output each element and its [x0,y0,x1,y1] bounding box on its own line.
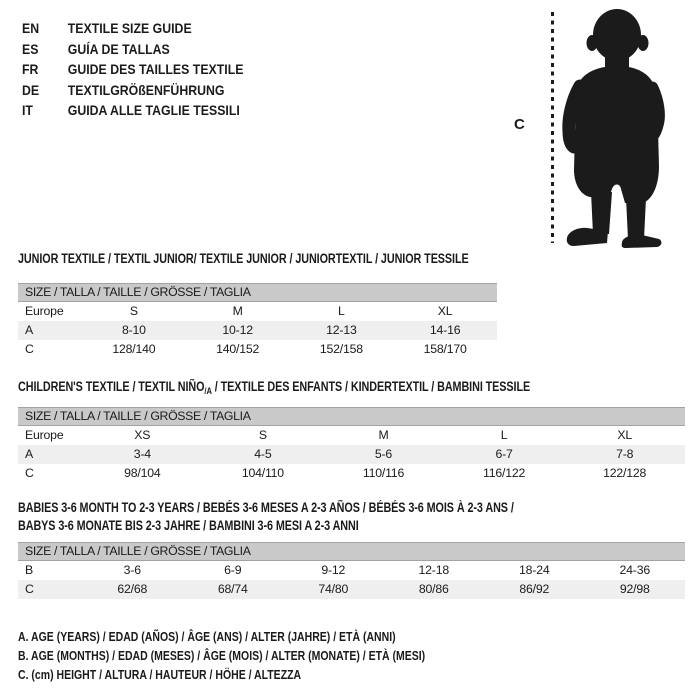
size-cell: 24-36 [619,563,650,577]
table-section-babies-textile [18,499,685,601]
row-label: Europe [25,428,64,442]
size-header-bar: SIZE / TALLA / TAILLE / GRÖSSE / TAGLIA [18,407,685,426]
table-row [18,340,497,359]
size-cell: XL [617,428,632,442]
size-cell: 9-12 [321,563,346,577]
size-cell: 128/140 [112,342,156,356]
size-cell: 122/128 [603,466,647,480]
language-code: EN [22,20,40,36]
height-measure-line [551,12,554,243]
size-cell: L [500,428,508,442]
size-cell: M [378,428,389,442]
table-title [18,517,552,535]
row-label: C [25,342,34,356]
size-cell: 158/170 [423,342,467,356]
language-row [22,18,243,39]
size-cell: 10-12 [222,323,253,337]
table-section-childrens-textile [18,378,685,485]
table-row [18,561,685,580]
table-title-segment: CHILDREN'S TEXTILE / TEXTIL NIÑO [18,379,205,394]
language-code: DE [22,81,40,98]
language-title: GUIDE DES TAILLES TEXTILE [67,61,244,77]
size-cell: XL [437,304,453,318]
legend-line: C. (cm) HEIGHT / ALTURA / HAUTEUR / HÖHE / ALTEZZA [18,667,302,682]
language-code: IT [22,102,33,118]
language-title: GUIDA ALLE TAGLIE TESSILI [67,102,240,118]
size-cell: 4-5 [254,447,272,461]
size-cell: L [338,304,345,318]
size-cell: 6-9 [224,563,242,577]
table-row [18,321,497,340]
size-cell: 152/158 [319,342,363,356]
table-row [18,580,685,599]
table-title-segment: / TEXTILE DES ENFANTS / KINDERTEXTIL / BAMBINI TESSILE [211,379,531,394]
table-title-segment: BABYS 3-6 MONATE BIS 2-3 JAHRE / BAMBINI 3-6 MESI A 2-3 ANNI [18,518,359,533]
row-label: C [25,582,34,596]
size-cell: 18-24 [519,563,550,577]
language-row [22,100,243,121]
table-row [18,464,685,483]
language-row [22,39,243,60]
language-title: GUÍA DE TALLAS [67,40,170,57]
language-row [22,59,243,80]
size-cell: 86/92 [519,582,550,596]
table-title-segment: JUNIOR TEXTILE / TEXTIL JUNIOR/ TEXTILE JUNIOR / JUNIORTEXTIL / JUNIOR TESSILE [18,251,469,266]
language-row [22,80,243,101]
size-cell: M [232,304,243,318]
size-cell: XS [134,428,151,442]
size-cell: 6-7 [495,447,513,461]
table-title [18,499,552,517]
row-label: B [25,563,34,577]
size-cell: 7-8 [616,447,634,461]
size-cell: 92/98 [619,582,650,596]
size-header-bar: SIZE / TALLA / TAILLE / GRÖSSE / TAGLIA [18,542,685,561]
table-title [18,250,469,268]
toddler-silhouette [560,6,665,249]
size-cell: 3-4 [133,447,151,461]
table-title-segment: BABIES 3-6 MONTH TO 2-3 YEARS / BEBÉS 3-6 MESES A 2-3 AÑOS / BÉBÉS 3-6 MOIS À 2-3 ANS / [18,500,514,515]
legend-line: A. AGE (YEARS) / EDAD (AÑOS) / ÂGE (ANS) / ALTER (JAHRE) / ETÀ (ANNI) [18,630,396,644]
size-cell: 68/74 [217,582,248,596]
size-cell: S [129,304,138,318]
size-cell: 8-10 [121,323,146,337]
size-cell: 5-6 [374,447,393,461]
size-cell: 80/86 [418,582,449,596]
legend-line: B. AGE (MONTHS) / EDAD (MESES) / ÂGE (MOIS) / ALTER (MONATE) / ETÀ (MESI) [18,648,426,663]
size-cell: 12-18 [418,563,449,577]
table-title [18,378,552,401]
language-title: TEXTILGRÖßENFÜHRUNG [67,81,225,98]
row-label: A [25,447,34,461]
height-measure-label: C [514,116,525,133]
size-cell: 14-16 [429,323,461,337]
size-cell: 12-13 [326,323,357,337]
size-cell: 140/152 [216,342,260,356]
size-cell: 110/116 [362,466,405,480]
language-title: TEXTILE SIZE GUIDE [67,20,192,36]
size-cell: 3-6 [123,563,141,577]
language-code: FR [22,61,39,77]
size-cell: 104/110 [241,466,284,480]
row-label: C [25,466,34,480]
table-row [18,302,497,321]
size-cell: 62/68 [117,582,148,596]
size-cell: 98/104 [124,466,161,480]
row-label: Europe [25,304,64,318]
table-row [18,445,685,464]
measurement-legend [18,628,503,684]
table-section-junior-textile [18,250,497,361]
size-cell: 74/80 [318,582,349,596]
table-title-subscript: /A [204,386,212,397]
table-row [18,426,685,445]
language-code: ES [22,40,39,57]
size-header-bar: SIZE / TALLA / TAILLE / GRÖSSE / TAGLIA [18,283,497,302]
language-list [22,18,274,121]
size-cell: S [258,428,267,442]
row-label: A [25,323,34,337]
size-cell: 116/122 [483,466,526,480]
